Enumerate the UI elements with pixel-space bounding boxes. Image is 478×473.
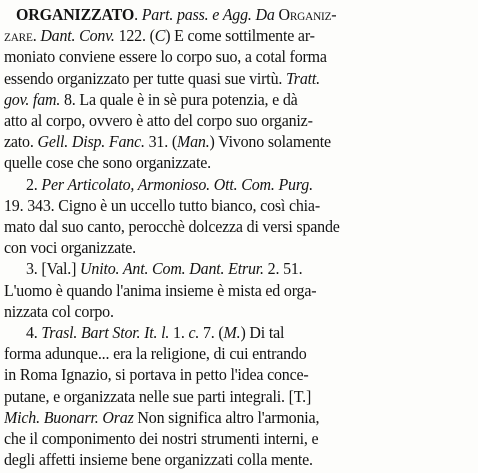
entry-text: mato dal suo canto, perocchè dolcezza di versi spande [4,217,340,236]
citation-text: Gell. Disp. Fanc. [37,132,145,152]
entry-text: 8. La quale è in sè pura potenzia, e dà [60,89,298,109]
entry-text: 4. [26,323,42,342]
citation-text: Tratt. [285,68,320,88]
entry-text: L'uomo è quando l'anima insieme è mista ed orga- [4,280,317,300]
citation-text: Unito. Ant. Com. Dant. Etrur. [80,259,264,279]
entry-text: 3. [Val.] [26,259,81,279]
entry-line [4,448,453,472]
entry-text: ) Di tal [240,323,285,342]
entry-text: . [32,26,41,46]
entry-text: atto al corpo, ovvero è atto del corpo suo organiz- [4,111,313,130]
entry-text: quelle cose che sono organizzate. [4,153,211,173]
entry-text: ) E come sottilmente ar- [165,26,315,46]
entry-text: . [134,5,142,24]
entry-text: 2. [26,174,42,194]
citation-text: C [154,26,166,46]
headword: ORGANIZZATO [16,5,135,24]
citation-text: Dant. Conv. [40,26,115,46]
entry-text: 7. ( [199,323,224,342]
citation-text: Man. [176,132,210,152]
citation-text: Per Articolato, Armonioso. Ott. Com. Purg. [41,174,313,194]
entry-text: in Roma Ignazio, si portava in petto l'idea conce- [4,365,309,385]
small-caps-text: zare [4,26,33,46]
entry-text: 2. 51. [263,259,303,279]
citation-text: M. [223,323,241,342]
entry-text: moniato conviene essere lo corpo suo, a cotal forma [4,47,327,67]
entry-text: Non significa altro l'armonia, [133,407,320,427]
entry-text: 1. [169,323,189,342]
entry-text: 31. ( [144,132,177,152]
citation-text: c. [188,323,200,342]
citation-text: Part. pass. e Agg. Da [141,5,279,24]
small-caps-text: Organiz- [278,5,337,24]
entry-text: degli affetti insieme bene organizzati colla mente. [4,450,313,470]
entry-text: nizzata col corpo. [4,301,114,321]
citation-text: gov. fam. [4,89,61,109]
entry-text: 19. 343. Cigno è un uccello tutto bianco, così chia- [4,195,320,215]
entry-text: con voci organizzate. [4,238,136,258]
citation-text: Trasl. Bart Stor. It. l. [41,323,170,342]
entry-text: zato. [4,132,38,152]
entry-text: essendo organizzato per tutte quasi sue virtù. [4,68,286,88]
entry-text: 122. ( [114,26,155,46]
entry-text: forma adunque... era la religione, di cui entrando [4,344,307,364]
entry-text: putane, e organizzata nelle sue parti integrali. [T.] [4,386,312,406]
entry-text: che il componimento dei nostri strumenti interni, e [4,429,319,448]
entry-text: ) Vivono solamente [209,132,331,152]
citation-text: Mich. Buonarr. Oraz [4,407,134,427]
